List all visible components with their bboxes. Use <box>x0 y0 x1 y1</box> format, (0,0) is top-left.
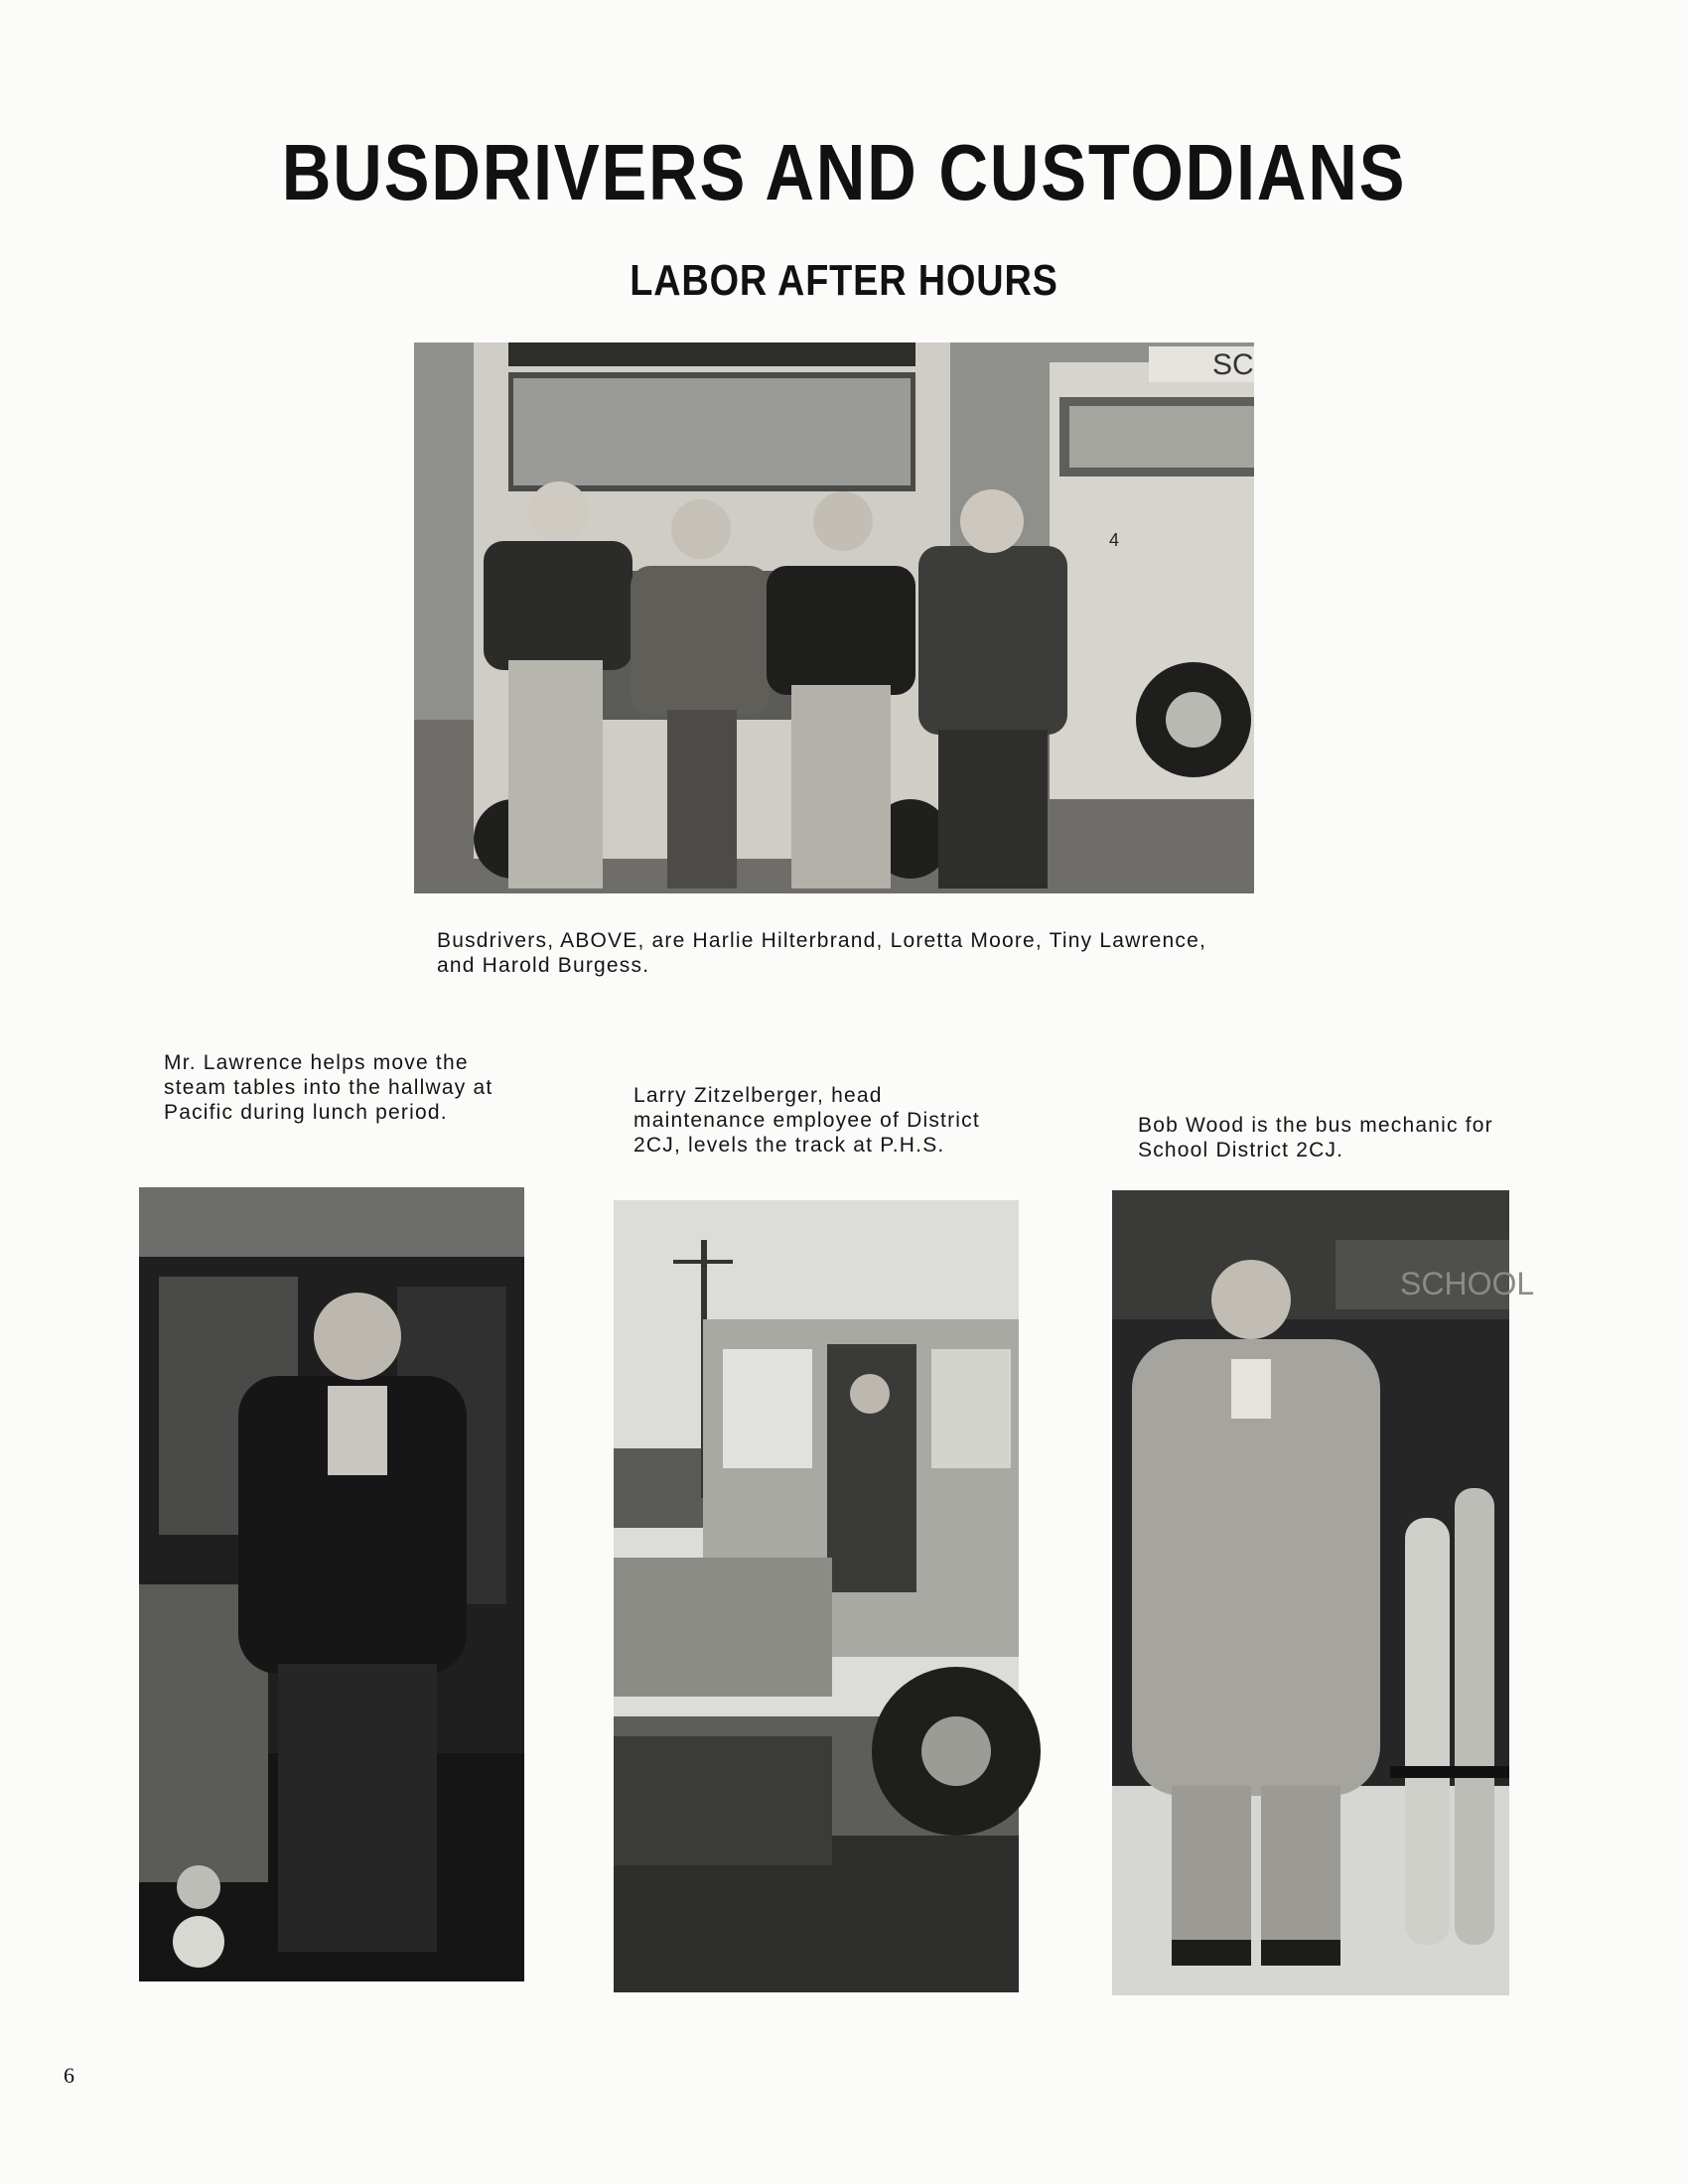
school-sign-text: SCHOOL <box>1400 1266 1535 1301</box>
zitzelberger-caption: Larry Zitzelberger, head maintenance employee of District 2CJ, levels the track at P.H.S. <box>633 1084 980 1157</box>
lawrence-photo <box>139 1187 524 1981</box>
lawrence-caption: Mr. Lawrence helps move the steam tables into the hallway at Pacific during lunch period. <box>164 1051 493 1124</box>
page-title: BUSDRIVERS AND CUSTODIANS <box>281 128 1407 216</box>
wood-caption: Bob Wood is the bus mechanic for School District 2CJ. <box>1138 1114 1493 1161</box>
zitzelberger-photo <box>614 1200 1019 1992</box>
bus-sign-text: SC <box>1212 348 1254 381</box>
page-number: 6 <box>64 2063 74 2088</box>
busdrivers-caption: Busdrivers, ABOVE, are Harlie Hilterbrand, Loretta Moore, Tiny Lawrence, and Harold Burgess. <box>437 929 1207 977</box>
page-subtitle: LABOR AFTER HOURS <box>630 256 1058 305</box>
busdrivers-photo <box>414 342 1254 893</box>
wood-photo <box>1112 1190 1535 1995</box>
bus-number-text: 4 <box>1109 530 1120 550</box>
